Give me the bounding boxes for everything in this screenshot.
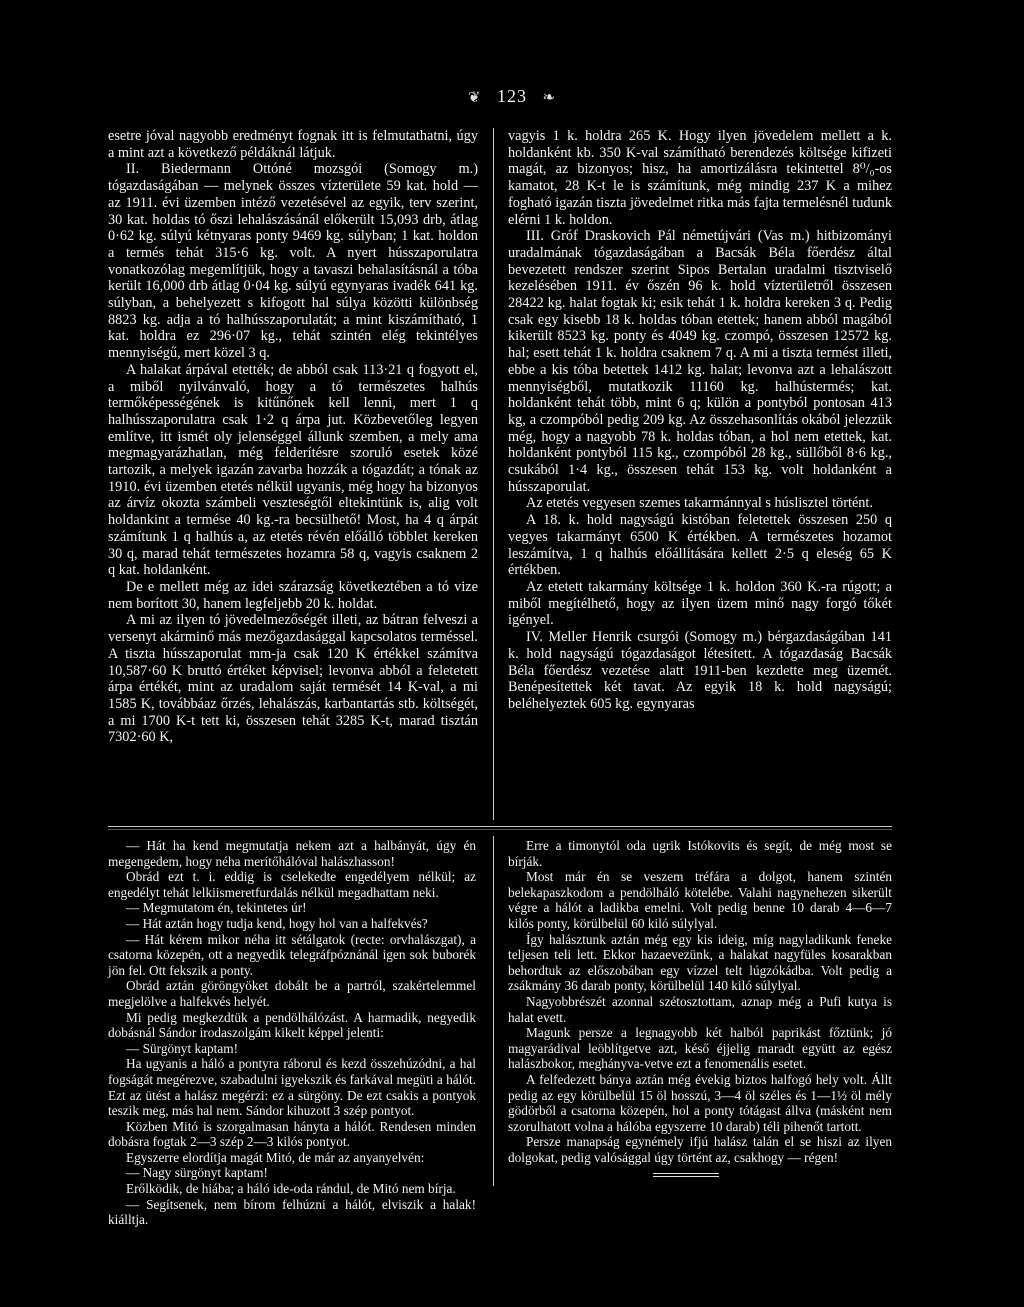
paragraph: Obrád ezt t. i. eddig is cselekedte engedélyem nélkül; az engedélyt tehát lelkiismeretfurdalás nélkül megadhattam neki. — [108, 869, 476, 900]
paragraph: Egyszerre elordítja magát Mitó, de már az anyanyelvén: — [126, 1149, 425, 1165]
paragraph: De e mellett még az idei szárazság következtében a tó vize nem borított 30, hanem legfeljebb 20 k. holdat. — [108, 578, 478, 612]
paragraph: Az etetett takarmány költsége 1 k. holdon 360 K.-ra rúgott; a miből megítélhető, hogy az ilyen üzem minő nagy forgó tőkét igényel. — [508, 578, 892, 629]
paragraph: Magunk persze a legnagyobb két halból paprikást főztünk; jó magyarádival leöblítgetve azt, késő éjjelig maradt együtt az egész halászbokor, meghányva-vetve ezt a fenomenális esetet. — [508, 1025, 892, 1072]
ornament-right-icon: ❧ — [542, 90, 557, 106]
story-column-right — [508, 838, 892, 1177]
paragraph: III. Gróf Draskovich Pál németújvári (Vas m.) hitbizományi uradalmának tógazdaságában a Bacsák Béla főerdész által bevezetett rendszer szerint Sipos Bertalan uradalmi tisztviselő kezelésében 1911. év őszén 96 k. hold vízterületről összesen 28422 kg. halat fogtak ki; esik tehát 1 k. holdra kereken 3 q. Pedig csak egy kisebb 18 k. holdas tóban etettek; hanem abból magából kikerült 8523 kg. ponty és 4049 kg. czompó, összesen 12572 kg. hal; esett tehát 1 k. holdra csaknem 7 q. A mi a tiszta termést illeti, ebbe a kis tóba betettek 1412 kg. halat; levonva azt a lehalászott mennyiségből, mutatkozik 11160 kg. halhústermés; kat. holdanként tehát több, mint 6 q; külön a pontyból pontosan 413 kg, a czompóból pedig 209 kg. Az összehasonlítás okából jelezzük még, hogy a nagyobb 78 k. holdas tóban, a hol nem etettek, kat. holdanként pontyból 115 kg., czompóból 28 kg., süllőből 8·6 kg., csukából 1·4 kg., összesen tehát 153 kg. volt holdanként a hússzaporulat. — [508, 228, 892, 495]
paragraph: — Hát aztán hogy tudja kend, hogy hol van a halfekvés? — [126, 915, 428, 931]
paragraph: Ha ugyanis a háló a pontyra ráborul és kezd összehúzódni, a hal fogságát megérezve, szabadulni igyekszik és farkával megüti a hálót. Ezt az ütést a halász megérzi: ez a sürgöny. De ezt csakis a pontyok teszik meg, más hal nem. Sándor kihuzott 3 szép pontyot. — [108, 1056, 476, 1119]
paragraph: Az etetés vegyesen szemes takarmánnyal s húslisztel történt. — [526, 495, 873, 512]
article-column-right — [508, 128, 892, 713]
paragraph: Mi pedig megkezdtük a pendölhálózást. A harmadik, negyedik dobásnál Sándor irodaszolgám kikelt képpel jelenti: — [108, 1009, 476, 1041]
section-divider — [108, 826, 892, 827]
paragraph: IV. Meller Henrik csurgói (Somogy m.) bérgazdaságában 141 k. hold nagyságú tógazdaságot létesített. A tógazdaság Bacsák Béla főerdész vezetése alatt 1911-ben kezdette meg üzemét. Benépesítettek két tavat. Az egyik 18 k. hold nagyságú; beléhelyeztek 605 kg. egynyaras — [508, 629, 892, 712]
paragraph: A halakat árpával etették; de abból csak 113·21 q fogyott el, a miből nyilvánvaló, hogy a tó természetes halhús termőképességének is kitűnőnek kell lenni, mert 1 q halhússzaporulatra csak 1·2 q árpa jut. Közbevetőleg legyen említve, itt ismét oly jelenséggel állunk szemben, a mely ama megmagyarázhatlan, még felderítésre szoruló esetek közé tartozik, a melyek igazán zavarba hozzák a tógazdát; a tónak az 1910. évi üzemben etetés nélkül ugyanis, még hogy ha bizonyos az árvíz okozta számbeli veszteségtől eltekintünk is, alig volt holdankint a termése 40 kg.-ra becsülhető! Most, ha 4 q árpát számítunk 1 q halhús a, az etetés révén előálló többlet kereken 30 q, marad tehát természetes hozamra 58 q, vagyis csaknem 2 q kat. holdanként. — [108, 361, 478, 579]
paragraph: Közben Mitó is szorgalmasan hányta a hálót. Rendesen minden dobásra fogtak 2—3 szép 2—3 kilós pontyot. — [108, 1118, 476, 1150]
paragraph: Nagyobbrészét azonnal szétosztottam, aznap még a Pufi kutya is halat evett. — [508, 993, 892, 1025]
paragraph: — Nagy sürgönyt kaptam! — [126, 1165, 268, 1181]
paragraph: II. Biedermann Ottóné mozsgói (Somogy m.) tógazdaságában — melynek összes vízterülete 59 kat. hold — az 1911. évi üzemben intéző vezetésével az egyik, terv szerint, 30 kat. holdas tó őszi lehalászásánál előkerült 15,093 drb, átlag 0·62 kg. súlyú kétnyaras ponty 9469 kg. súlyban; 1 kat. holdon a termés tehát 315·6 kg. volt. A nyert hússzaporulatra vonatkozólag megemlítjük, hogy a tavaszi behalasításnál a tóba került 16,000 drb átlag 0·04 kg. súlyú egynyaras ivadék 641 kg. súlyban, a behelyezett s kifogott hal súlya közötti különbség 8823 kg. adja a tó halhússzaporulatát; a mint kiszámítható, 1 kat. holdra ez 296·07 kg., tehát szintén elég tekintélyes mennyiségű, mert közel 3 q. — [108, 161, 478, 362]
paragraph: — Megmutatom én, tekintetes úr! — [126, 900, 307, 916]
page-number: 123 — [497, 86, 527, 106]
paragraph: A 18. k. hold nagyságú kistóban feletettek összesen 250 q vegyes takarmányt 6500 K értékben. A természetes hozamot leszámítva, 1 q halhús előállítására kellett 2·5 q eleség 65 K értékben. — [508, 512, 892, 579]
paragraph: — Segítsenek, nem bírom felhúzni a hálót, elviszik a halak! kiálltja. — [108, 1196, 476, 1228]
column-divider-top — [493, 128, 494, 820]
paragraph: Így halásztunk aztán még egy kis ideig, míg nagyladikunk feneke teljesen teli lett. Ekkor hazaevezünk, a halakat nagyfüles kosarakban behordtuk az előszobában egy vízzel telt lúgzókádba. Volt pedig a zsákmány 36 darab ponty, körülbelül 140 kiló súlylyal. — [508, 931, 892, 994]
column-divider-bottom — [493, 836, 494, 1186]
paragraph: — Hát ha kend megmutatja nekem azt a halbányát, úgy én megengedem, hogy néha merítőhálóval halászhasson! — [108, 838, 476, 869]
page-header — [0, 86, 1024, 107]
paragraph: vagyis 1 k. holdra 265 K. Hogy ilyen jövedelem mellett a k. holdanként kb. 350 K-val számítható berendezés költsége kifizeti magát, az bizonyos; hisz, ha amortizálásra tekintettel 8⁰/₀-os kamatot, 28 K-t le is számítunk, még mindig 237 K a mihez fogható igazán tiszta jövedelmet ritka más fajta termelésnél tudunk elérni 1 k. holdon. — [508, 128, 892, 228]
paragraph: Erőlködik, de hiába; a háló ide-oda rándul, de Mitó nem bírja. — [126, 1181, 456, 1197]
ornament-left-icon: ❦ — [467, 90, 482, 106]
paragraph: esetre jóval nagyobb eredményt fognak itt is felmutathatni, úgy a mint azt a következő példáknál látjuk. — [108, 128, 478, 161]
paragraph: Erre a timonytól oda ugrik Istókovits és segít, de még most se bírják. — [508, 838, 892, 869]
section-divider-secondary — [108, 829, 892, 830]
story-column-left — [108, 838, 476, 1228]
paragraph: Persze manapság egynémely ifjú halász talán el se hiszi az ilyen dolgokat, pedig valósággal úgy történt az, csakhogy — régen! — [508, 1134, 892, 1165]
paragraph: Obrád aztán göröngyöket dobált be a partról, szakértelemmel megjelölve a halfekvés helyét. — [108, 978, 476, 1009]
closing-rule — [653, 1173, 719, 1177]
paragraph: A mi az ilyen tó jövedelmezőségét illeti, az bátran felveszi a versenyt akárminő más mezőgazdasággal kapcsolatos terméssel. A tiszta hússzaporulat mm-ja csak 120 K értékkel számítva 10,587·60 K bruttó értéket képvisel; levonva abból a feletetett árpa értékét, mint az uradalom saját termését 14 K-val, a mi 1585 K, továbbáaz őrzés, lehalászás, karbantartás stb. költségét, a mi 1700 K-t tett ki, összesen tehát 3285 K-t, marad tisztán 7302·60 K, — [108, 612, 478, 746]
article-column-left — [108, 128, 478, 746]
paragraph: — Sürgönyt kaptam! — [126, 1040, 239, 1056]
paragraph: A felfedezett bánya aztán még évekig biztos halfogó hely volt. Állt pedig az egy körülbelül 15 öl hosszú, 3—4 öl széles és 1—1½ öl mély gödörből a csatorna közepén, hol a ponty tótágast állva (másként nem szorulhatott volna a hálóba egyszerre 10 darab) téli pihenőt tartott. — [508, 1071, 892, 1134]
paragraph: Most már én se veszem tréfára a dolgot, hanem szintén belekapaszkodom a pendölháló kötelébe. Valahi nagynehezen sikerült végre a hálót a ladikba emelni. Volt pedig benne 10 darab 4—6—7 kilós ponty, körülbelül 60 kiló súlylyal. — [508, 869, 892, 931]
paragraph: — Hát kérem mikor néha itt sétálgatok (recte: orvhalászgat), a csatorna közepén, ott a negyedik telegráfpóznánál igen sok buborék jön fel. Ott fekszik a ponty. — [108, 931, 476, 978]
